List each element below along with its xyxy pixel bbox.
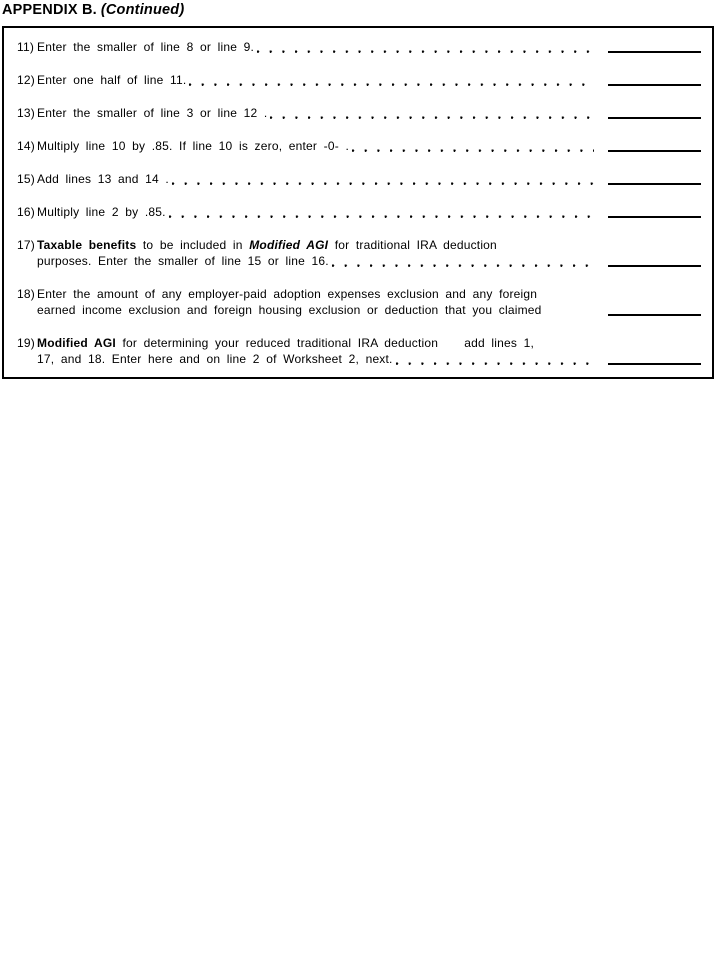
text-line: [37, 39, 600, 55]
text-segment: Enter the smaller of line 3 or line 12 .: [37, 106, 268, 120]
text-line: [37, 72, 600, 88]
row-text: [37, 335, 600, 367]
row-text: [37, 286, 600, 318]
answer-blank-line: [608, 150, 701, 153]
row-number: 15): [17, 172, 35, 186]
text-line: [37, 204, 600, 220]
text-segment: Modified AGI: [37, 336, 116, 350]
dot-leader: [351, 138, 594, 154]
row-text: [37, 138, 600, 154]
answer-blank-line: [608, 363, 701, 366]
text-segment: Enter the smaller of line 8 or line 9.: [37, 40, 255, 54]
worksheet-row-14: [4, 138, 701, 154]
worksheet-row-18: [4, 286, 701, 318]
dot-leader: [188, 72, 594, 88]
page-title: [2, 2, 184, 18]
text-segment: Multiply line 2 by .85.: [37, 205, 166, 219]
worksheet-row-19: [4, 335, 701, 367]
row-number: 11): [17, 40, 35, 54]
text-segment: purposes. Enter the smaller of line 15 or line 16.: [37, 254, 329, 268]
text-segment: Enter one half of line 11.: [37, 73, 187, 87]
row-number: 17): [17, 238, 35, 252]
dot-leader: [395, 351, 594, 367]
dot-leader: [256, 39, 594, 55]
row-text: [37, 204, 600, 220]
answer-blank-line: [608, 51, 701, 54]
text-line: [37, 237, 600, 253]
worksheet-row-15: [4, 171, 701, 187]
appendix-title: APPENDIX B.: [2, 2, 97, 18]
answer-blank-line: [608, 183, 701, 186]
worksheet-row-17: [4, 237, 701, 269]
row-text: [37, 237, 600, 269]
worksheet-box: [2, 26, 714, 379]
text-segment: 17, and 18. Enter here and on line 2 of Worksheet 2, next.: [37, 352, 393, 366]
answer-blank-line: [608, 265, 701, 268]
row-text: [37, 105, 600, 121]
worksheet-row-13: [4, 105, 701, 121]
appendix-continued-label: (Continued): [100, 2, 185, 18]
text-segment: to be included in: [136, 238, 250, 252]
text-line: [37, 335, 600, 351]
text-line: [37, 105, 600, 121]
text-segment: Taxable benefits: [37, 238, 137, 252]
text-segment: Add lines 13 and 14 .: [37, 172, 169, 186]
dot-leader: [171, 171, 594, 187]
text-line: [37, 171, 600, 187]
text-segment: Multiply line 10 by .85. If line 10 is zero, enter -0- .: [37, 139, 349, 153]
answer-blank-line: [608, 314, 701, 317]
row-number: 19): [17, 336, 35, 350]
worksheet-rows: [4, 39, 701, 367]
row-text: [37, 72, 600, 88]
row-number: 16): [17, 205, 35, 219]
text-line: [37, 302, 600, 318]
dot-leader: [168, 204, 594, 220]
row-text: [37, 39, 600, 55]
worksheet-row-16: [4, 204, 701, 220]
text-segment: for traditional IRA deduction: [328, 238, 497, 252]
text-line: [37, 253, 600, 269]
text-segment: for determining your reduced traditional IRA deduction add lines 1,: [115, 336, 535, 350]
row-number: 12): [17, 73, 35, 87]
answer-blank-line: [608, 216, 701, 219]
answer-blank-line: [608, 117, 701, 120]
text-line: [37, 351, 600, 367]
row-number: 13): [17, 106, 35, 120]
text-segment: Modified AGI: [249, 238, 329, 252]
answer-blank-line: [608, 84, 701, 87]
row-number: 18): [17, 287, 35, 301]
text-line: [37, 286, 600, 302]
text-segment: earned income exclusion and foreign housing exclusion or deduction that you claimed: [37, 303, 542, 317]
dot-leader: [331, 253, 594, 269]
row-text: [37, 171, 600, 187]
text-segment: Enter the amount of any employer-paid adoption expenses exclusion and any foreign: [37, 287, 538, 301]
text-line: [37, 138, 600, 154]
dot-leader: [269, 105, 594, 121]
row-number: 14): [17, 139, 35, 153]
worksheet-row-11: [4, 39, 701, 55]
worksheet-row-12: [4, 72, 701, 88]
